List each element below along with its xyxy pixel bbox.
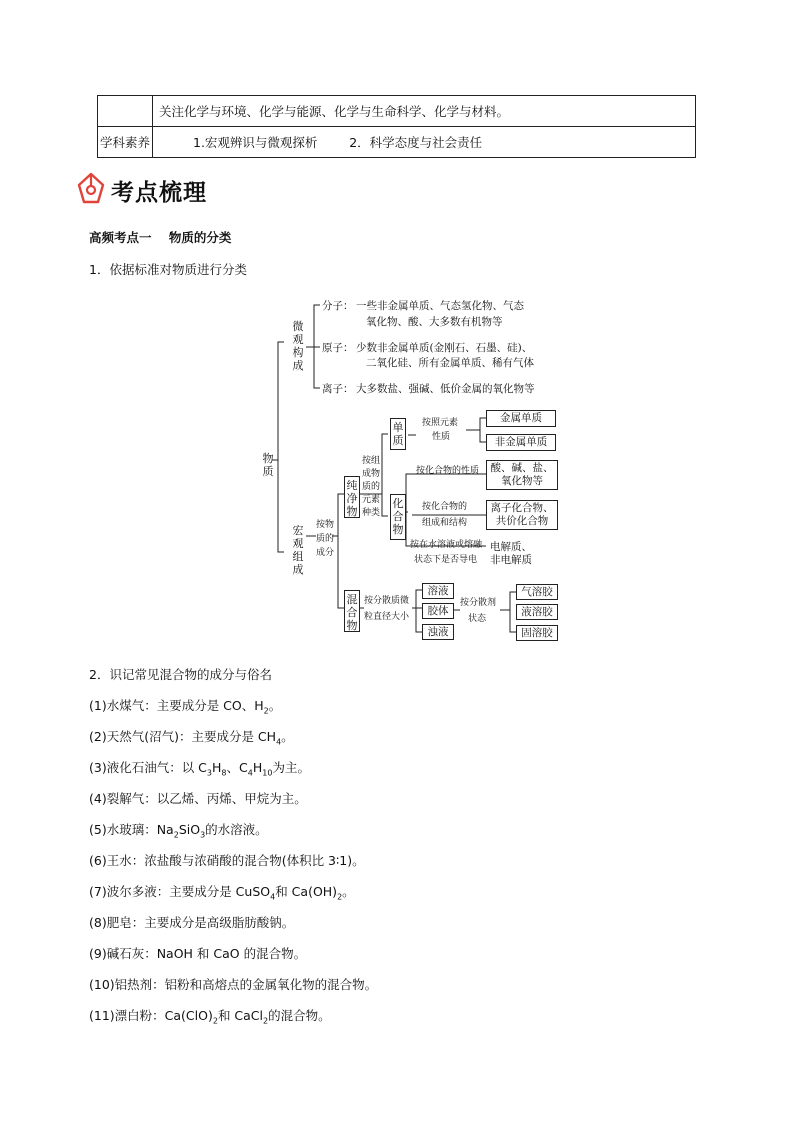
by-element-label: 按组 bbox=[362, 456, 381, 466]
list-text: H bbox=[252, 760, 263, 775]
by-element-label: 元素 bbox=[362, 495, 381, 505]
atom-label: 原子： bbox=[322, 342, 354, 354]
molecule-text: 一些非金属单质、气态氢化物、气态 bbox=[356, 300, 524, 312]
list-item bbox=[89, 851, 365, 869]
macro-label: 宏观组成 bbox=[292, 524, 304, 576]
subscript: 3 bbox=[206, 768, 213, 778]
subscript: 3 bbox=[200, 830, 206, 840]
list-text: 、C bbox=[226, 760, 248, 775]
list-text: SiO bbox=[178, 822, 201, 837]
heading-title: 考点梳理 bbox=[111, 180, 207, 206]
list-text: (1)水煤气：主要成分是 CO、H bbox=[89, 698, 264, 713]
subscript: 4 bbox=[276, 737, 282, 747]
by-composition-label: 成分 bbox=[316, 548, 335, 558]
list-item bbox=[89, 882, 355, 902]
atom-text: 二氧化硅、所有金属单质、稀有气体 bbox=[366, 357, 534, 369]
subscript: 2 bbox=[337, 892, 343, 902]
list-item bbox=[89, 758, 310, 778]
by-particle-size-label: 按分散质微 bbox=[364, 596, 410, 606]
list-text: 和 Ca(OH) bbox=[275, 884, 338, 899]
subscript: 2 bbox=[263, 706, 269, 716]
topic-title: 高频考点一 物质的分类 bbox=[89, 230, 232, 245]
micro-label: 微观构成 bbox=[292, 320, 304, 372]
subscript: 2 bbox=[263, 1016, 269, 1026]
list-text: 。 bbox=[268, 698, 282, 713]
root-label: 物质 bbox=[262, 452, 274, 478]
list-item bbox=[89, 696, 281, 716]
by-conductivity-label: 状态下是否导电 bbox=[414, 555, 478, 565]
by-composition-label: 按物 bbox=[316, 520, 335, 530]
table-cell bbox=[98, 96, 153, 127]
item-heading-2: 2．识记常见混合物的成分与俗名 bbox=[89, 667, 272, 682]
table-cell: 学科素养 bbox=[98, 127, 153, 158]
pen-nib-icon bbox=[76, 172, 106, 206]
list-text: 的水溶液。 bbox=[205, 822, 268, 837]
list-text: (4)裂解气：以乙烯、丙烯、甲烷为主。 bbox=[89, 791, 307, 806]
by-element-label: 种类 bbox=[362, 508, 381, 518]
acid-base-salt-box bbox=[486, 460, 558, 490]
nonmetal-simple-box: 非金属单质 bbox=[486, 434, 556, 451]
table-row bbox=[98, 96, 696, 127]
molecule-text: 氧化物、酸、大多数有机物等 bbox=[366, 316, 503, 328]
by-structure-label: 组成和结构 bbox=[422, 518, 468, 528]
by-particle-size-label: 粒直径大小 bbox=[364, 612, 410, 622]
list-item bbox=[89, 1006, 331, 1026]
list-text: 的混合物。 bbox=[268, 1008, 331, 1023]
subscript: 4 bbox=[270, 892, 276, 902]
table-row bbox=[98, 127, 696, 158]
pure-substance-box: 纯净物 bbox=[344, 476, 360, 518]
suspension-box: 浊液 bbox=[422, 624, 454, 640]
list-item bbox=[89, 820, 268, 840]
ion-text: 大多数盐、强碱、低价金属的氧化物等 bbox=[356, 383, 535, 395]
compound-box: 化合物 bbox=[390, 494, 406, 540]
box-line: 酸、碱、盐、 bbox=[490, 462, 554, 474]
molecule-label: 分子： bbox=[322, 300, 354, 312]
list-text: (5)水玻璃：Na bbox=[89, 822, 174, 837]
electrolyte-box bbox=[490, 540, 552, 570]
by-conductivity-label: 按在水溶液或熔融 bbox=[410, 540, 483, 550]
simple-substance-box: 单质 bbox=[390, 418, 406, 450]
by-property-label: 按化合物的性质 bbox=[416, 466, 480, 476]
by-element-property-label: 按照元素 bbox=[422, 418, 459, 428]
list-text: 为主。 bbox=[272, 760, 310, 775]
subscript: 2 bbox=[212, 1016, 218, 1026]
table-cell: 1.宏观辨识与微观探析 2．科学态度与社会责任 bbox=[153, 127, 696, 158]
subscript: 8 bbox=[221, 768, 227, 778]
metal-simple-box: 金属单质 bbox=[486, 410, 556, 427]
ionic-covalent-box bbox=[486, 500, 558, 530]
list-text: (7)波尔多液：主要成分是 CuSO bbox=[89, 884, 271, 899]
list-text: (6)王水：浓盐酸与浓硝酸的混合物(体积比 3∶1)。 bbox=[89, 853, 365, 868]
list-text: H bbox=[212, 760, 222, 775]
list-text: 和 CaCl bbox=[217, 1008, 263, 1023]
literacy-table bbox=[97, 95, 696, 158]
gas-sol-box: 气溶胶 bbox=[516, 584, 558, 600]
list-text: (8)肥皂：主要成分是高级脂肪酸钠。 bbox=[89, 915, 295, 930]
mixture-box: 混合物 bbox=[344, 590, 360, 632]
list-item bbox=[89, 913, 294, 931]
box-line: 非电解质 bbox=[490, 554, 532, 566]
table-cell: 关注化学与环境、化学与能源、化学与生命科学、化学与材料。 bbox=[153, 96, 696, 127]
subscript: 10 bbox=[262, 768, 273, 778]
list-text: (10)铝热剂：铝粉和高熔点的金属氧化物的混合物。 bbox=[89, 977, 378, 992]
atom-text: 少数非金属单质(金刚石、石墨、硅)、 bbox=[356, 342, 533, 354]
list-text: 。 bbox=[281, 729, 294, 744]
list-text: (3)液化石油气：以 C bbox=[89, 760, 207, 775]
by-composition-label: 质的 bbox=[316, 534, 335, 544]
list-text: (9)碱石灰：NaOH 和 CaO 的混合物。 bbox=[89, 946, 307, 961]
box-line: 氧化物等 bbox=[501, 475, 543, 487]
list-text: (2)天然气(沼气)：主要成分是 CH bbox=[89, 729, 277, 744]
liquid-sol-box: 液溶胶 bbox=[516, 604, 558, 620]
by-medium-label: 状态 bbox=[468, 614, 487, 624]
list-text: (11)漂白粉：Ca(ClO) bbox=[89, 1008, 213, 1023]
box-line: 电解质、 bbox=[490, 541, 532, 553]
subscript: 2 bbox=[173, 830, 179, 840]
by-element-label: 质的 bbox=[362, 482, 381, 492]
list-item bbox=[89, 789, 307, 807]
solution-box: 溶液 bbox=[422, 583, 454, 599]
box-line: 共价化合物 bbox=[495, 515, 549, 527]
box-line: 离子化合物、 bbox=[490, 502, 554, 514]
list-text: 。 bbox=[342, 884, 355, 899]
by-element-property-label: 性质 bbox=[432, 432, 451, 442]
solid-sol-box: 固溶胶 bbox=[516, 625, 558, 641]
list-item bbox=[89, 727, 294, 747]
by-medium-label: 按分散剂 bbox=[460, 598, 497, 608]
list-item bbox=[89, 975, 377, 993]
by-element-label: 成物 bbox=[362, 469, 381, 479]
list-item bbox=[89, 944, 306, 962]
by-structure-label: 按化合物的 bbox=[422, 502, 468, 512]
colloid-box: 胶体 bbox=[422, 603, 454, 619]
subscript: 4 bbox=[247, 768, 253, 778]
classification-diagram bbox=[240, 290, 570, 650]
item-heading-1: 1．依据标准对物质进行分类 bbox=[89, 262, 247, 277]
ion-label: 离子： bbox=[322, 383, 354, 395]
